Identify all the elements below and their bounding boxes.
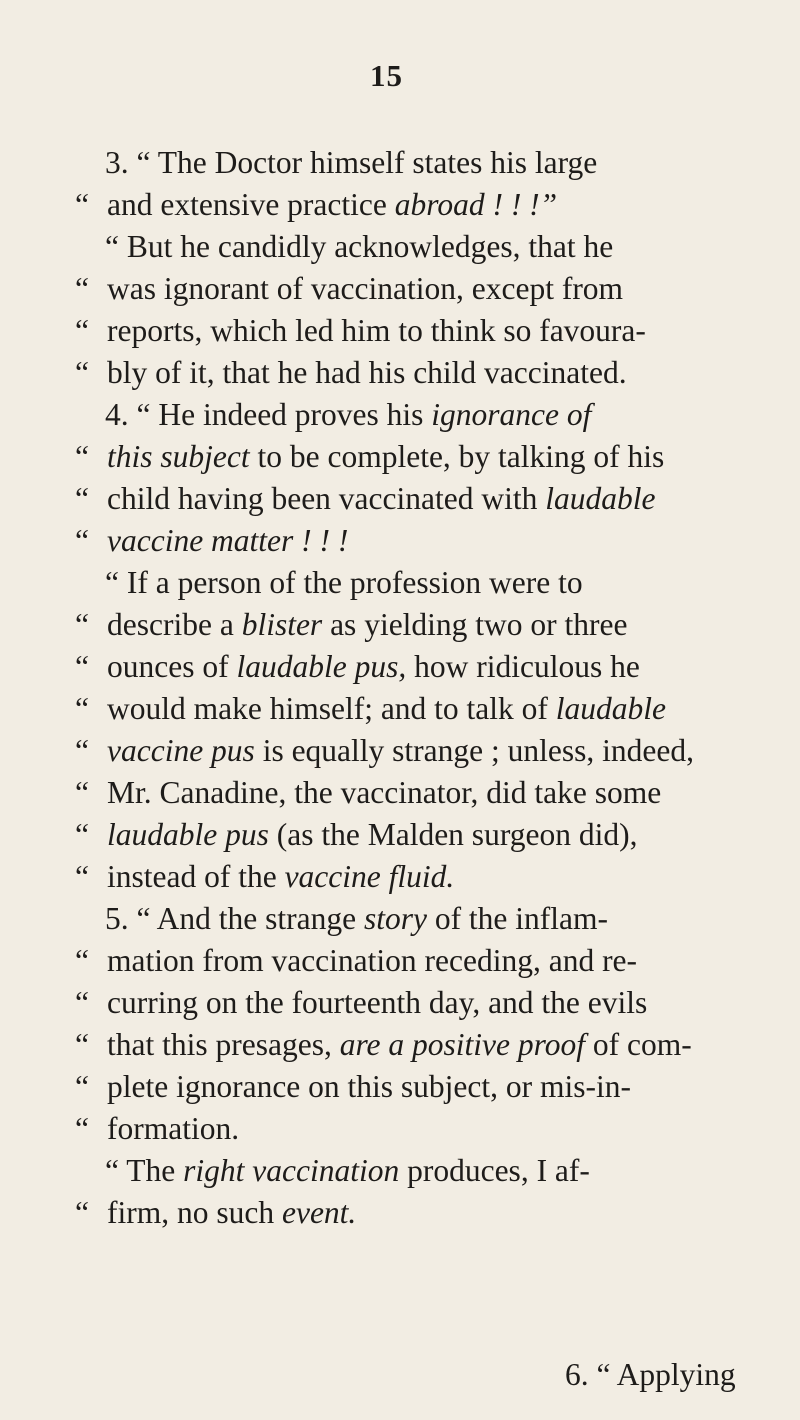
text-run: curring on the fourteenth day, and the evils: [107, 985, 648, 1020]
running-quote-mark: “: [75, 943, 89, 978]
line-text: [105, 394, 591, 436]
line-text: [107, 352, 627, 394]
line-text: [107, 184, 557, 226]
running-quote-mark: “: [75, 691, 89, 726]
line-text: [105, 142, 597, 184]
line-text: [105, 226, 613, 268]
text-line: [75, 562, 735, 604]
text-run: “ If a person of the profession were to: [105, 565, 583, 600]
line-text: [107, 940, 637, 982]
text-line: [75, 898, 735, 940]
text-line: [75, 352, 735, 394]
italic-text: vaccine fluid.: [284, 859, 455, 894]
running-quote-mark: “: [75, 1027, 89, 1062]
text-line: [75, 856, 735, 898]
running-quote-mark: “: [75, 859, 89, 894]
italic-text: laudable: [555, 691, 667, 726]
text-run: as yielding two or three: [322, 607, 628, 642]
running-quote-mark: “: [75, 607, 89, 642]
italic-text: abroad ! ! !”: [394, 187, 558, 222]
text-run: “ The: [105, 1153, 184, 1188]
text-line: [75, 520, 735, 562]
italic-text: are a positive proof: [339, 1027, 585, 1062]
text-line: [75, 310, 735, 352]
text-run: plete ignorance on this subject, or mis-in-: [107, 1069, 631, 1104]
text-run: would make himself; and to talk of: [107, 691, 556, 726]
text-line: [75, 1192, 735, 1234]
text-run: produces, I af-: [399, 1153, 590, 1188]
running-quote-mark: “: [75, 733, 89, 768]
italic-text: laudable pus: [107, 817, 269, 852]
line-text: [107, 1192, 356, 1234]
text-line: [75, 814, 735, 856]
text-line: [75, 394, 735, 436]
text-run: of com-: [584, 1027, 692, 1062]
line-text: [107, 646, 640, 688]
line-text: [105, 1150, 590, 1192]
italic-text: laudable pus,: [236, 649, 407, 684]
text-run: how ridiculous he: [406, 649, 640, 684]
italic-text: ignorance of: [431, 397, 592, 432]
text-run: 3. “ The Doctor himself states his large: [105, 145, 598, 180]
text-run: and extensive practice: [107, 187, 395, 222]
running-quote-mark: “: [75, 985, 89, 1020]
text-run: ounces of: [107, 649, 237, 684]
text-line: [75, 940, 735, 982]
text-line: [75, 478, 735, 520]
text-run: mation from vaccination receding, and re-: [107, 943, 638, 978]
running-quote-mark: “: [75, 1069, 89, 1104]
text-line: [75, 730, 735, 772]
text-line: [75, 604, 735, 646]
running-quote-mark: “: [75, 271, 89, 306]
line-text: [107, 814, 637, 856]
running-quote-mark: “: [75, 313, 89, 348]
running-quote-mark: “: [75, 355, 89, 390]
italic-text: story: [363, 901, 427, 936]
text-line: [75, 226, 735, 268]
text-line: [75, 1024, 735, 1066]
text-line: [75, 646, 735, 688]
text-line: [75, 772, 735, 814]
text-run: instead of the: [107, 859, 285, 894]
body-text: [75, 142, 735, 1234]
text-run: 5. “ And the strange: [105, 901, 364, 936]
italic-text: right vaccination: [183, 1153, 400, 1188]
line-text: [107, 268, 623, 310]
running-quote-mark: “: [75, 523, 89, 558]
running-quote-mark: “: [75, 817, 89, 852]
text-line: [75, 1108, 735, 1150]
line-text: [107, 604, 628, 646]
line-text: [107, 520, 348, 562]
running-quote-mark: “: [75, 1111, 89, 1146]
line-text: [107, 688, 666, 730]
text-run: is equally strange ; unless, indeed,: [254, 733, 694, 768]
catchword: 6. “ Applying: [565, 1357, 736, 1392]
text-run: that this presages,: [107, 1027, 340, 1062]
text-run: formation.: [107, 1111, 240, 1146]
italic-text: vaccine matter ! ! !: [107, 523, 349, 558]
text-run: reports, which led him to think so favoura-: [107, 313, 646, 348]
line-text: [107, 1108, 239, 1150]
text-run: bly of it, that he had his child vaccinated.: [107, 355, 627, 390]
text-line: [75, 184, 735, 226]
text-line: [75, 1150, 735, 1192]
running-quote-mark: “: [75, 775, 89, 810]
line-text: [105, 562, 583, 604]
running-quote-mark: “: [75, 187, 89, 222]
line-text: [107, 1024, 692, 1066]
text-run: was ignorant of vaccination, except from: [107, 271, 624, 306]
text-line: [75, 142, 735, 184]
text-line: [75, 688, 735, 730]
line-text: [107, 856, 454, 898]
italic-text: vaccine pus: [107, 733, 255, 768]
line-text: [107, 436, 664, 478]
line-text: [105, 898, 608, 940]
text-run: to be complete, by talking of his: [249, 439, 665, 474]
text-line: [75, 436, 735, 478]
text-run: child having been vaccinated with: [107, 481, 546, 516]
page-number: 15: [370, 58, 403, 93]
line-text: [107, 310, 646, 352]
text-line: [75, 1066, 735, 1108]
italic-text: laudable: [545, 481, 656, 516]
italic-text: blister: [241, 607, 323, 642]
line-text: [107, 478, 655, 520]
text-run: describe a: [107, 607, 242, 642]
line-text: [107, 730, 694, 772]
line-text: [107, 772, 661, 814]
running-quote-mark: “: [75, 649, 89, 684]
text-line: [75, 982, 735, 1024]
text-run: 4. “ He indeed proves his: [105, 397, 432, 432]
line-text: [107, 1066, 631, 1108]
text-run: firm, no such: [107, 1195, 282, 1230]
running-quote-mark: “: [75, 1195, 89, 1230]
text-run: of the inflam-: [426, 901, 609, 936]
running-quote-mark: “: [75, 439, 89, 474]
text-run: Mr. Canadine, the vaccinator, did take some: [107, 775, 662, 810]
italic-text: this subject: [107, 439, 250, 474]
text-run: “ But he candidly acknowledges, that he: [105, 229, 614, 264]
running-quote-mark: “: [75, 481, 89, 516]
text-run: (as the Malden surgeon did),: [268, 817, 638, 852]
text-line: [75, 268, 735, 310]
line-text: [107, 982, 647, 1024]
italic-text: event.: [281, 1195, 357, 1230]
